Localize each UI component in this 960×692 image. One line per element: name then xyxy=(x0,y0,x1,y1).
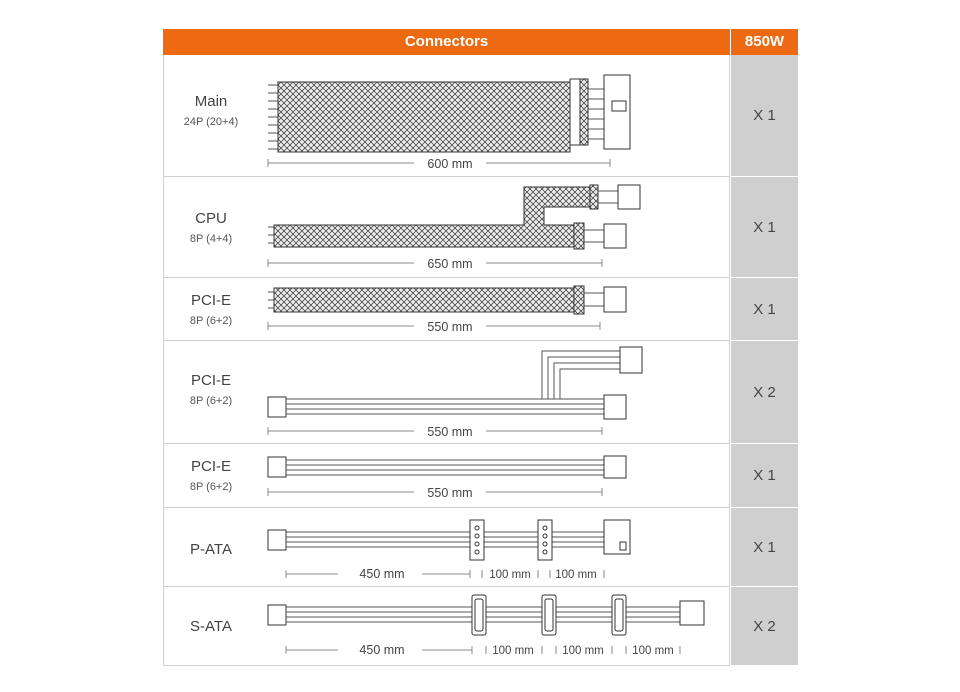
count-cell: X 1 xyxy=(731,55,798,177)
main-cable-illustration xyxy=(164,55,731,177)
pcie-dual-cable-illustration xyxy=(164,341,731,444)
cpu-cable-illustration xyxy=(164,177,731,278)
row-pcie-3 xyxy=(163,444,798,508)
connector-title: PCI-E xyxy=(190,458,231,475)
pata-cable-illustration xyxy=(164,508,731,587)
pcie-sleeved-cable-illustration xyxy=(164,278,731,341)
row-main xyxy=(163,55,798,177)
connector-pins: 8P (4+4) xyxy=(189,233,233,245)
connector-cell xyxy=(163,278,730,341)
count-cell: X 1 xyxy=(731,508,798,587)
connector-title: CPU xyxy=(195,210,227,227)
length-label: 650 mm xyxy=(427,257,473,271)
length-label: 550 mm xyxy=(427,320,473,334)
connector-cell xyxy=(163,508,730,587)
length-label: 550 mm xyxy=(427,425,473,439)
segment-label: 100 mm xyxy=(492,645,534,657)
connector-pins: 8P (6+2) xyxy=(189,315,233,327)
segment-label: 100 mm xyxy=(555,569,597,581)
connector-title: PCI-E xyxy=(190,372,231,389)
connector-table xyxy=(163,29,798,666)
connector-cell xyxy=(163,177,730,278)
connector-cell xyxy=(163,587,730,666)
count-cell: X 2 xyxy=(731,341,798,444)
segment-label: 100 mm xyxy=(489,569,531,581)
row-pcie-1 xyxy=(163,278,798,341)
count-cell: X 1 xyxy=(731,278,798,341)
segment-label: 100 mm xyxy=(632,645,674,657)
connector-pins: 8P (6+2) xyxy=(189,481,233,493)
connector-title: Main xyxy=(194,93,228,110)
row-cpu xyxy=(163,177,798,278)
segment-label: 100 mm xyxy=(562,645,604,657)
count-cell: X 2 xyxy=(731,587,798,666)
connector-title: S-ATA xyxy=(190,618,232,635)
row-sata xyxy=(163,587,798,666)
connector-cell xyxy=(163,341,730,444)
row-pcie-2 xyxy=(163,341,798,444)
connectors-header: Connectors xyxy=(163,29,730,55)
length-label: 450 mm xyxy=(359,643,405,657)
length-label: 450 mm xyxy=(359,567,405,581)
row-pata xyxy=(163,508,798,587)
connector-title: PCI-E xyxy=(190,292,231,309)
pcie-single-cable-illustration xyxy=(164,444,731,508)
connector-pins: 8P (6+2) xyxy=(189,395,233,407)
length-label: 600 mm xyxy=(427,157,473,171)
connector-title: P-ATA xyxy=(190,541,232,558)
count-cell: X 1 xyxy=(731,444,798,508)
connector-cell xyxy=(163,55,730,177)
model-header: 850W xyxy=(731,29,798,55)
connector-pins: 24P (20+4) xyxy=(183,116,239,128)
sata-cable-illustration xyxy=(164,587,731,666)
connector-cell xyxy=(163,444,730,508)
count-cell: X 1 xyxy=(731,177,798,278)
length-label: 550 mm xyxy=(427,486,473,500)
